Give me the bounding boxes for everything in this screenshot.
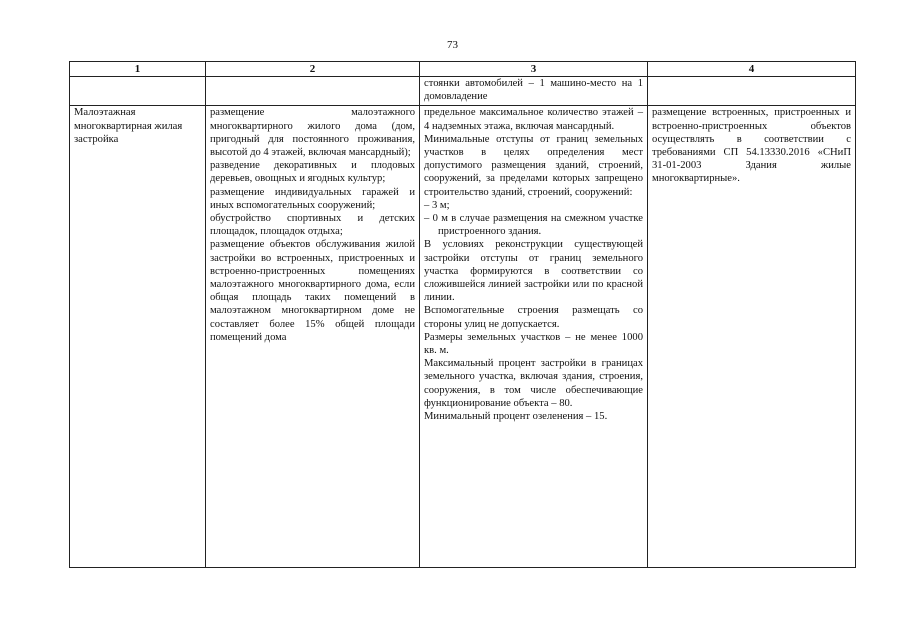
use-item: размещение индивидуальных гаражей и иных вспомогательных сооружений; xyxy=(210,186,415,211)
param-paragraph: В условиях реконструкции существующей застройки отступы от границ земельного участка формируются в соответствии со сложившейся линией застройки или по красной линии. xyxy=(424,239,643,304)
header-col-1: 1 xyxy=(70,62,206,77)
cell-empty xyxy=(206,77,420,106)
header-col-2: 2 xyxy=(206,62,420,77)
param-paragraph: Минимальные отступы от границ земельных участков в целях определения мест допустимого размещения зданий, строений, сооружений, за пределами которых запрещено строительство зданий, строений, сооружений: xyxy=(424,133,643,198)
use-item: разведение декоративных и плодовых деревьев, овощных и ягодных культур; xyxy=(210,160,415,185)
cell-parameters xyxy=(420,106,648,568)
regulation-table xyxy=(69,61,856,568)
header-col-4: 4 xyxy=(648,62,856,77)
table-row-continuation xyxy=(70,77,856,106)
cell-parking-text: стоянки автомобилей – 1 машино-место на 1 домовладение xyxy=(420,77,648,106)
param-paragraph: Размеры земельных участков – не менее 1000 кв. м. xyxy=(424,331,643,357)
param-paragraph: предельное максимальное количество этажей – 4 надземных этажа, включая мансардный. xyxy=(424,107,643,132)
use-item: размещение малоэтажного многоквартирного жилого дома (дом, пригодный для постоянного проживания, высотой до 4 этажей, включая мансардный); xyxy=(210,107,415,159)
param-paragraph: Максимальный процент застройки в границах земельного участка, включая здания, строения, сооружения, в том числе обеспечивающие функционирование объекта – 80. xyxy=(424,358,643,409)
param-dash-item: – 3 м; xyxy=(424,199,450,211)
page-number: 73 xyxy=(447,39,458,51)
use-item: размещение объектов обслуживания жилой застройки во встроенных, пристроенных и встроенно-пристроенных помещениях малоэтажного многоквартирного дома, если общая площадь таких помещений в малоэтажном многоквартирном доме не составляет более 15% общей площади помещений дома xyxy=(210,239,415,343)
cell-zone-name: Малоэтажная многоквартирная жилая застройка xyxy=(70,106,206,568)
table-row-main xyxy=(70,106,856,568)
header-col-3: 3 xyxy=(420,62,648,77)
use-item: обустройство спортивных и детских площадок, площадок отдыха; xyxy=(210,213,415,238)
cell-empty xyxy=(70,77,206,106)
param-dash-item: – 0 м в случае размещения на смежном участке пристроенного здания. xyxy=(424,213,643,238)
cell-restrictions: размещение встроенных, пристроенных и встроенно-пристроенных объектов осуществлять в соответствии с требованиями СП 54.13330.2016 «СНиП 31-01-2003 Здания жилые многоквартирные». xyxy=(648,106,856,568)
param-paragraph: Минимальный процент озеленения – 15. xyxy=(424,411,608,423)
cell-permitted-uses xyxy=(206,106,420,568)
cell-empty xyxy=(648,77,856,106)
table-header-row xyxy=(70,62,856,77)
param-paragraph: Вспомогательные строения размещать со стороны улиц не допускается. xyxy=(424,305,643,330)
